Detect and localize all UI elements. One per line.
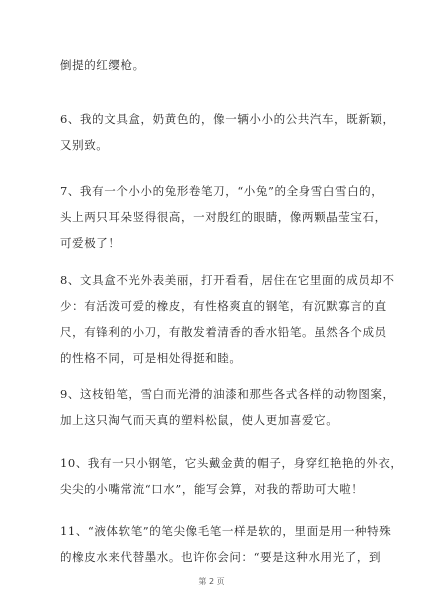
text-line: 11、“液体软笔”的笔尖像毛笔一样是软的，里面是用一种特殊: [60, 524, 392, 538]
text-line: 加上这只淘气而天真的塑料松鼠，使人更加喜爱它。: [60, 413, 339, 427]
paragraph-7: [60, 178, 387, 256]
text-line: 的性格不同，可是相处得挺和睦。: [60, 351, 242, 365]
text-line: 尖尖的小嘴常流“口水”，能写会算，对我的帮助可大啦！: [60, 482, 364, 496]
text-line: 8、文具盒不光外表美丽，打开看看，居住在它里面的成员却不: [60, 273, 395, 287]
text-line: 6、我的文具盒，奶黄色的，像一辆小小的公共汽车，既新颖，: [60, 112, 395, 126]
text-line: 可爱极了！: [60, 236, 121, 250]
text-line: 头上两只耳朵竖得很高，一对殷红的眼睛，像两颗晶莹宝石，: [60, 210, 387, 224]
text-line: 9、这枝铅笔，雪白而光滑的油漆和那些各式各样的动物图案，: [60, 387, 395, 401]
paragraph-continuation: [60, 52, 372, 78]
text-line: 倒提的红缨枪。: [60, 58, 145, 72]
text-line: 的橡皮水来代替墨水。也许你会问：“要是这种水用光了，到: [60, 550, 382, 564]
text-line: 又别致。: [60, 138, 109, 152]
text-line: 10、我有一只小钢笔，它头戴金黄的帽子，身穿红艳艳的外衣，: [60, 456, 403, 470]
paragraph-9: [60, 381, 395, 433]
text-line: 尺，有锋利的小刀，有散发着清香的香水铅笔。虽然各个成员: [60, 325, 387, 339]
page-number: 第 2 页: [198, 577, 225, 586]
paragraph-11: [60, 518, 392, 570]
paragraph-10: [60, 450, 403, 502]
paragraph-6: [60, 106, 395, 158]
text-line: 少：有活泼可爱的橡皮，有性格爽直的钢笔，有沉默寡言的直: [60, 299, 387, 313]
paragraph-8: [60, 267, 395, 371]
text-line: 7、我有一个小小的兔形卷笔刀，“小兔”的全身雪白雪白的，: [60, 184, 384, 198]
